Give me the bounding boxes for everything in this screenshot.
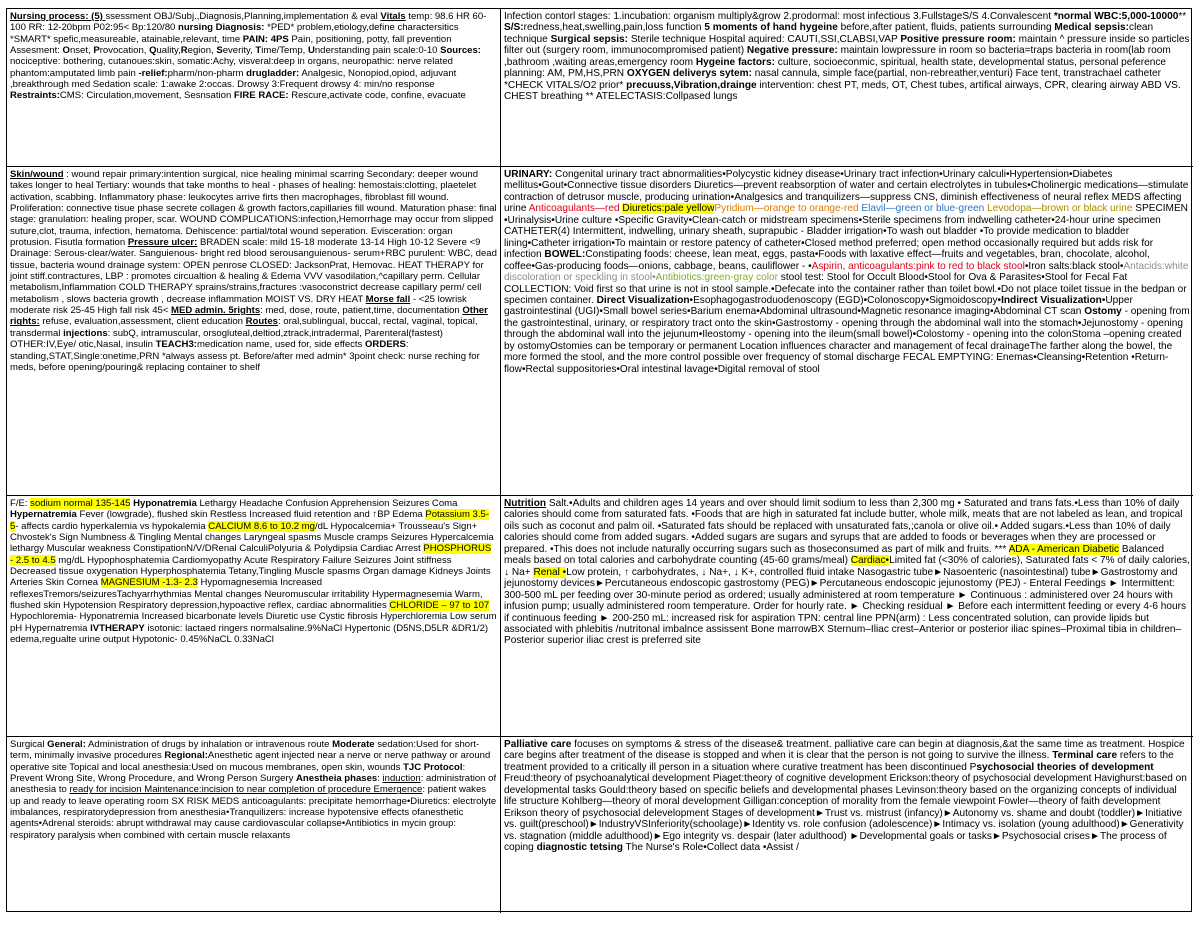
text-run: Hypochloremia- Hyponatremia Increased bicarbonate levels Diuretic use Cystic fibrosis Hyperchloremia Low serum pH Hypernatremia (10, 611, 497, 634)
cell-text (504, 739, 1190, 854)
text-run: drugladder: (246, 67, 300, 79)
cell-text (10, 498, 497, 645)
text-run: Balanced meals based on total calories and carbohydrate counting (45-60 grams/meal) (504, 543, 1164, 567)
text-run: 5 moments of hand hygeine (704, 22, 838, 34)
cell-text (10, 739, 497, 841)
text-run: TEACH3: (155, 339, 197, 351)
text-run: Aspirin, anticoagulants:pink to red to black stool (811, 260, 1025, 272)
text-run: : Prevent Wrong Site, Wrong Procedure, and Wrong Person Surgery (10, 761, 466, 785)
text-run: : administration of anesthesia to (10, 773, 497, 796)
text-run: Hypomagnesemia Increased reflexesTremors/seizuresTachyarrhythmias Mental changes Neuromuscular irritability Hypermagnesemia Warm, flushed skin Hypotension Respiratory depression,hypoactive reflex, cardiac abnormalities (10, 577, 483, 612)
cell-urinary-bowel (501, 167, 1193, 496)
text-run: Cardiac• (850, 555, 890, 567)
text-run: Low protein, ↑ carbohydrates, ↓ Na+, ↓ K+, controlled fluid intake Nasogastric tube►Nasoenteric (nasointestinal) tube►Gastrostomy and jejunostomy devices►Percutaneous endoscopic gastrostomy (PEG)►Percutaneous endoscopic jejunostomy (PEJ) - Enteral Feedings ► Intermittent: 300-500 mL per feeding over 30-minute period as ordered; usually administered at room temperature ► Continuous : administered over 24 hours with infusion pump; usually administered room temperature. Order for hourly rate. ► Checking residual ► Before each intermittent feeding or every 4-6 hours if continuous feeding ► 200-250 mL: increased risk for aspiration TPN: central line PPN(arm) : Less concentrated solution, can provide lipids but associated with phlebitis /nutritonal imbalnce assissent Bone marrowBX Sternum–Iliac crest–Anterior or posterior iliac spines–Proximal tibia in children–Posterior superior iliac crest is preferred site (504, 566, 1187, 647)
text-run: ssessment OBJ/Subj.,Diagnosis,Planning,implementation & eval (105, 11, 381, 22)
text-run: Skin/wound (10, 169, 64, 180)
text-run: Negative pressure: (746, 45, 838, 57)
text-run: ready for incision Maintenance:incision to near completion of procedure Emergence (69, 784, 423, 796)
text-run: Anestheia phases (296, 773, 378, 785)
cell-text (504, 498, 1190, 647)
text-run: intervention: chest PT, meds, OT, Chest tubes, artifical airways, CPR, clearing airway ABD VS. CHEST breathing ** ATELECTASIS:Collpased lungs (504, 79, 1181, 103)
text-run: PHOSPHORUS - 2.5 to 4.5 (10, 543, 492, 566)
text-run: Congenital urinary tract abnormalities•Polycystic kidney disease•Urinary tract infection•Urinary calculi•Hypertension•Diabetes mellitus•Gout•Connective tissue disorders Diuretics—prevent reabsorption of water and certain electrolytes in tubules•Cholinergic medications—stimulate contraction of detrusor muscle, producing urination•Analgesics and tranquilizers—suppress CNS, diminish effectiveness of neural reflex MEDS affecting urine (504, 169, 1189, 215)
text-run: : patient wakes up and ready to leave operating room SX RISK MEDS anticoagulants: precipitate hemorrhage•Diuretics: electrolyte imbalances, respiratorydepression from anesthesia•Tranquilizers: increase hypotensive effects ofanesthetic agents•Adrenal steroids: abrupt withdrawal may cause cardiovascular collapse•Antibiotics in mycin group: respiratory paralysis when combined with certain muscle relaxants (10, 784, 497, 841)
text-run: medication name, used for, side effects (196, 339, 365, 351)
text-run: SPECIMEN •Urinalysis•Urine culture •Specific Gravity•Clean-catch or midstream specimens•Sterile specimens from indwelling catheter•24-hour urine specimen CATHETER(4) Intermittent, indwelling, urinary sheath, suprapubic - Bladder irrigation•To wash out bladder •To provide medication to bladder lining•Catheter irrigation•To maintain or restore patency of catheter•Closed method preferred; open method occasionally required but adds risk for infection (504, 203, 1188, 261)
text-run: U (307, 45, 315, 57)
text-run: Hypernatremia (10, 509, 77, 521)
text-run: *PED* problem,etiology,define charactersitics *SMART* spefic,measureable, atainable,relevant, time (10, 22, 459, 45)
text-run: nderstanding pain scale:0-10 (314, 45, 441, 57)
text-run: precuuss,Vibration,drainge (626, 79, 757, 91)
text-run: Constipating foods: cheese, lean meat, eggs, pasta•Foods with laxative effect—fruits and vegetables, bran, chocolate, alcohol, coffee•Gas-producing foods—onions, cabbage, beans, cauliflower - • (504, 249, 1150, 272)
text-run: pharm/non-pharm (167, 67, 247, 79)
text-run: uality, (156, 45, 181, 57)
text-run: Anesthetic agent injected near a nerve or nerve pathway or around operative site Topical and local anesthesia:Used on mucous membranes, open skin, wounds (10, 750, 491, 773)
text-run: T (255, 45, 262, 57)
text-run: P (93, 45, 100, 57)
text-run: Renal • (533, 566, 567, 578)
text-run: OXYGEN deliverys sytem: (626, 68, 752, 80)
text-run: Lethargy Headache Confusion Apprehension Seizures Coma (196, 498, 458, 509)
text-run: Palliative care (504, 739, 572, 750)
text-run: Regional: (164, 750, 208, 762)
text-run: F/E: (10, 498, 31, 509)
text-run: Analgesic, Nonopiod,opiod, adjuvant ,breakthrough med Sedation scale: 1:awake 2:occas. Drowsy 3:Frequent drowsy 4: min/no response (10, 67, 457, 91)
text-run: Routes (245, 316, 278, 328)
text-run: nset, (69, 45, 94, 57)
cell-text (504, 11, 1190, 103)
text-run: Pyridium—orange to orange-red (714, 203, 862, 215)
text-run: MAGNESIUM -1.3- 2.3 (100, 577, 198, 589)
text-run: Antacids:white discoloration or speckling in stool• (504, 260, 1189, 284)
text-run: Moderate (332, 739, 375, 750)
text-run: •Esophagogastroduodenoscopy (EGD)•Colonoscopy•Sigmoidoscopy• (689, 294, 1002, 306)
text-run: CHLORIDE – 97 to 107 (389, 600, 490, 612)
text-run: temp: 98.6 HR 60-100 RR: 12-20bpm P02:95< Bp:120/80 (10, 11, 487, 34)
cell-surgical (7, 737, 501, 913)
text-run: Levodopa—brown or black urine (987, 203, 1136, 215)
text-run: Nursing process: (5) (10, 11, 106, 22)
text-run: refuse, evaluation,assessment, client education (39, 316, 246, 328)
text-run: •Upper gastrointestinal (UGI)•Small bowel series•Barium enema•Abdominal ultrasound•Magnetic resonance imaging•Abdominal CT scan (504, 294, 1133, 318)
text-run: BOWEL: (544, 249, 586, 261)
text-run: before,after patient, fluids, patients surrounding (837, 22, 1055, 34)
text-run: Hygeine factors: (695, 56, 775, 68)
text-run: ORDERS (365, 339, 406, 351)
text-run: redness,heat,swelling,pain,loss function (523, 22, 705, 34)
text-run: Potassium 3.5-5 (10, 509, 490, 532)
text-run: Elavil—green or blue-green (861, 203, 988, 215)
text-run: Limited fat (<30% of calories), Saturated fats < 7% of daily calories, ↓ Na+ (504, 555, 1190, 578)
text-run: injections (63, 327, 108, 339)
cell-fluid-electrolytes (7, 496, 501, 737)
text-run: : med, dose, route, patient,time, documentation (260, 305, 463, 317)
text-run: maintain lowpressure in room so bacteria=traps bacteria in room(lab room ,bathroom ,waiting areas,emergency room (504, 45, 1171, 68)
text-run: Fever (lowgrade), flushed skin Restless Increased fluid retention and ↑BP Edema (76, 509, 426, 521)
text-run: everity, (222, 45, 256, 57)
cell-nursing-process (7, 9, 501, 167)
cell-infection-control (501, 9, 1193, 167)
text-run: Rescure,activate code, confine, evacuate (288, 90, 466, 102)
cell-text (10, 11, 497, 102)
text-run: PAIN: 4PS (242, 33, 289, 45)
text-run: Other rights: (10, 305, 488, 328)
text-run: sedation:Used for short-term, minimally invasive procedures (10, 739, 480, 762)
text-run: Diuretics:pale yellow (622, 203, 715, 215)
text-run: : oral,sublingual, buccal, rectal, vaginal, topical, transdermal (10, 316, 478, 339)
text-run: mg/dL Hypophosphatemia Cardiomyopathy Acute Respiratory Failure Seizures Joint stiffness Decreased tissue oxygenation Hyperphosphatemia Tetany,Tingling Muscle spasms Organ damage Kidneys Joints Arteries Skin Cornea (10, 554, 491, 589)
text-run: Vitals (380, 11, 406, 22)
text-run: BRADEN scale: mild 15-18 moderate 13-14 High 10-12 Severe <9 Drainage: Serous-clear/water. Sanguienous- bright red blood serousanguienous- serum+RBC purulent: WBC, dead tissue, bacteria wound drainage system: OPEN penrose CLOSED: JacksonPrat, Hemovac. HEAT THERAPY for joint stiff.contractures, LBP : promotes circualtion & healing & Edema VVV vasodilation,^capillary perm. Cellular metabolism,Inflammation COLD THERAPY sprains/strains,fractures :vasoconstrict decrease capillary perm/ cell metabolism , slows bacteria growth , decrease inflammation MOIST VS. DRY HEAT (10, 237, 497, 305)
text-run: S (216, 45, 223, 57)
text-run: Ostomy (1084, 306, 1122, 318)
text-run: The Nurse's Role•Collect data •Assist / (622, 842, 799, 854)
text-run: /dL Hypocalcemia+ Trousseau's Sign+ Chvostek's Sign Numbness & Tingling Mental changes Laryngeal spasms Muscle cramps Seizures Hypercalcemia lethargy Muscular weakness ConstipationN/V/DRenal CalculiPolyuria & Polydipsia Cardiac Arrest (10, 520, 494, 555)
text-run: CALCIUM 8.6 to 10.2 mg (208, 520, 315, 532)
text-run: nursing Diagnosis: (177, 22, 268, 34)
text-run: Medical sepsis: (1054, 22, 1130, 34)
text-run: •Iron salts:black stool• (1024, 260, 1124, 272)
text-run: Direct Visualization (596, 294, 690, 306)
text-run: Sterile technique Hospital aquired: CAUTI,SSI,CLABSI,VAP (628, 33, 901, 45)
text-run: URINARY: (504, 169, 553, 180)
text-run: ADA - American Diabetic (1008, 543, 1120, 555)
text-run: Antibiotics:green-gray color (655, 272, 778, 284)
text-run: Nutrition (504, 498, 547, 509)
text-run: isotonic: lactaed ringers normalsaline.9%NaCl Hypertonic (D5NS,D5LR &DR1/2) edema,regualte urine output Hypotonic- 0.45%NaCL 0.33NaCl (10, 622, 489, 646)
text-run: nociceptive: bothering, cutanoues:skin, somatic:Achy, visveral:deep in organs, neuropathic: nerve related phantom:amputated limb pain (10, 56, 453, 79)
text-run: sychosocial theories of development (976, 761, 1154, 773)
text-run: Anticoagulants—red (528, 203, 623, 215)
text-run: IVTHERAPY (90, 622, 145, 634)
text-run: : wound repair primary:intention surgical, nice healing minimal scarring Secondary: deeper wound takes longer to heal Tertiary: wounds that take months to heal - phases of healing: hemostais:clotting, plaetelet activation, scabbing. Inflammatory phase: leukocytes arrive firts then macrophages, fibroblast fill wound. Proliferation: connective tisue phase secrete collagen & growth factors,capillaries fill wound. Maturation phase: final stage: granulation: healing proper, scar. WOUND COMPLICATIONS:infection,Hemorrhage may occur from slipped suture,clot, trauma, infection, hematoma. Dehiscence: partial/total wound seperation. Evisceration: organ protusion. Fisutla formation (10, 169, 497, 249)
text-run: focuses on symptoms & stress of the disease& treatment. palliative care can begin at diagnosis,&at the same time as treatment. Hospice care begins after treatment of the disease is stopped and when it is clear that the person is not going to survive the illness. (504, 739, 1185, 762)
text-run: Surgical (10, 739, 48, 750)
text-run: Hyponatremia (133, 498, 197, 509)
text-run: induction (382, 773, 421, 785)
text-run: : (377, 773, 383, 785)
text-run: Morse fall (365, 293, 411, 305)
text-run: *normal WBC:5,000-10000 (1053, 11, 1179, 22)
text-run: FIRE RACE: (233, 90, 289, 102)
text-run: Sources: (440, 45, 481, 57)
text-run: S/S: (504, 22, 524, 34)
cell-text (504, 169, 1190, 375)
text-run: sodium normal 135-145 (30, 498, 131, 509)
cell-palliative-care (501, 737, 1193, 913)
text-run: Salt.•Adults and children ages 14 years and over should limit sodium to less than 2,300 mg • Saturated and trans fats.•Less than 10% of daily calories should come from saturated fats. •Foods that are high in saturated fat include butter, whole milk, meats that are not labeled as lean, and tropical oils such as coconut and palm oil. •Saturated fats should be replaced with unsaturated fats,;canola or olive oil.• Added sugars.•Less than 10% of daily calories should come from added sugars. •Added sugars are sugars and syrups that are added to foods or beverages when they are processed or prepared. •This does not include naturally occurring sugars such as thoseconsumed as part of milk and fruits. *** (504, 498, 1183, 555)
text-run: clean technique (504, 22, 1154, 45)
text-run: Indirect Visualization (1001, 294, 1102, 306)
text-run: egion, (187, 45, 217, 57)
text-run: Pressure ulcer: (127, 237, 198, 249)
text-run: Terminal care (1052, 750, 1118, 762)
text-run: CMS: Circulation,movement, Sesnsation (59, 90, 234, 102)
text-run: culture, socioeconmic, spiritual, health state, developmental status, personal peference planning: AM, PM,HS,PRN (504, 56, 1167, 80)
text-run: Infection contorl stages: 1.incubation: organism multiply&grow 2.prodormal: most infectious 3.FullstageS/S 4.Convalescent (504, 11, 1054, 22)
text-run: Freud:theory of psychoanalytical development Piaget:theory of cognitive development Erickson:theory of psychosocial development Havighurst:based on developmental tasks Gould:theory based on specific beliefs and developmental phases Levinson:theory based on the organizing concepts of individual life structure Kohlberg—theory of moral development Gilligan:conception of morality from the female viewpoint Fowler—theory of faith development Erikson theory of psychosocial delevelopment Stages of development►Trust vs. mistrust (infancy)►Autonomy vs. shame and doubt (toddler)►Initiative vs. guilt(preschool)►IndustryVSInferiority(schoolage)►Identity vs. role confusion (adolescence)►Intimacy vs. isolation (young adulthood)►Generativity vs. stagnation (middle adulthood)►Ego integrity vs. despair (later adulthood) ►Developmental goals or tasks►Psychosocial crises►The process of coping (504, 773, 1187, 854)
study-sheet-table (6, 8, 1192, 912)
cell-nutrition (501, 496, 1193, 737)
text-run: ime/Temp, (261, 45, 308, 57)
text-run: nasal cannula, simple face(partial, non-rebreather,venturi) Face tent, transtrachael catheter *CHECK VITALS/O2 prior* (504, 68, 1161, 91)
text-run: diagnostic tetsing (536, 842, 623, 854)
text-run: Surgical sepsis: (550, 33, 629, 45)
text-run: Positive pressure room: (900, 33, 1016, 45)
text-run: - <25 lowrisk moderate risk 25-45 High fall risk 45< (10, 293, 467, 317)
cell-skin-wound (7, 167, 501, 496)
text-run: stool test: Stool for Occult Blood•Stool for Ova & Parasites•Stool for Fecal Fat COLLECTION: Void first so that urine is not in stool sample.•Defecate into the container rather than toilet bowl.•Do not place toilet tissue in the bedpan or specimen container. (504, 272, 1187, 306)
text-run: TJC Protocol (403, 761, 463, 773)
text-run: MED admin. 5rights (171, 305, 261, 317)
text-run: refers to the treatment provided to a critically ill person in a situation where curative treatment has been discontinued P (504, 750, 1174, 773)
text-run: : subQ, intramuscular, orsogluteal,deltiod,ztrack,intradermal, Parenteral(fastest) OTHER:IV,Eye/ otic,Nasal, insulin (10, 327, 443, 351)
text-run: Restraints: (10, 90, 60, 102)
text-run: General: (47, 739, 86, 750)
cell-text (10, 169, 497, 373)
text-run: Administration of drugs by inhalation or intravenous route (85, 739, 333, 750)
text-run: Q (149, 45, 157, 57)
text-run: ** (1178, 11, 1187, 22)
text-run: maintain ^ pressure inside so particles filter out (surgery room, immunocompromised patient) (504, 33, 1190, 57)
text-run: Pain, positioning, potty, fall prevention Assesment: (10, 33, 452, 57)
text-run: : standing,STAT,Single:onetime,PRN *always assess pt. Before/after med admin* 3point check: nurse reching for meds, before opening/pouring& replacing container to shelf (10, 339, 480, 373)
text-run: - affects cardio hyperkalemia vs hypokalemia (15, 520, 209, 532)
text-run: R (180, 45, 188, 57)
text-run: -relief: (138, 67, 168, 79)
text-run: rovocation, (99, 45, 150, 57)
text-run: O (62, 45, 70, 57)
text-run: - opening from the gastrointestinal, urinary, or respiratory tract onto the skin•Gastrostomy - opening through the abdominal wall into the stomach•Jejunostomy - opening through the abdominal wall into the jejunum•Ileostomy - opening into the ileum(small bowel)•Colostomy - opening into the colonStoma –opening created by ostomyOstomies can be temporary or permanent Location influences character and management of fecal drainageThe farther along the bowel, the more formed the stool, and the more control possible over frequency of stomal discharge FECAL EMPTYING: Enemas•Cleansing•Retention •Return-flow•Rectal suppositories•Oral intestinal lavage•Digital removal of stool (504, 306, 1190, 375)
